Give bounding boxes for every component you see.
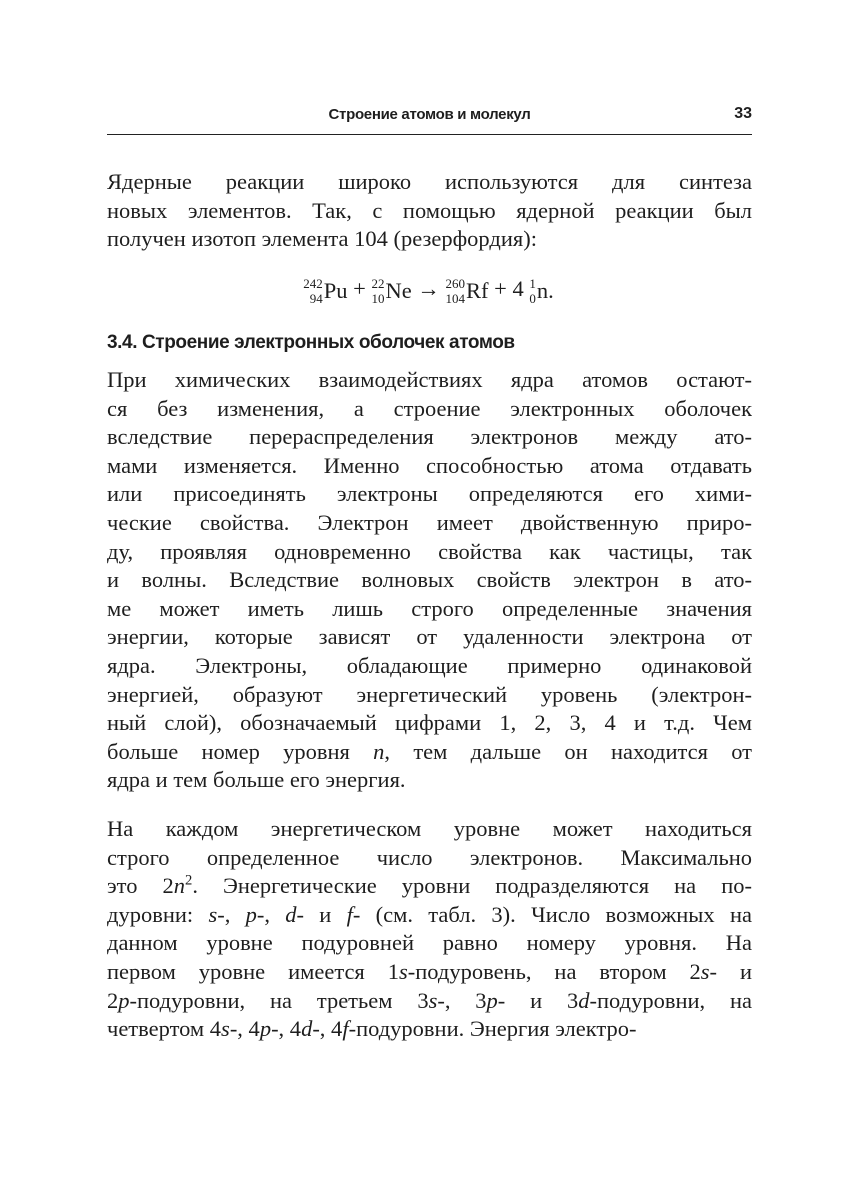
nuclide-numbers [529, 276, 536, 306]
italic-variable: f [346, 901, 353, 927]
text-run: четвертом 4 [107, 1016, 222, 1042]
text-run: Ядерные реакции широко используются для синтеза [107, 169, 752, 194]
italic-variable: d [578, 987, 590, 1013]
text-run: . Энергетические уровни подразделяются на по- [192, 873, 752, 899]
italic-variable: n [173, 873, 185, 899]
text-line [107, 652, 752, 681]
text-run: энергией, образуют энергетический уровень (электрон- [107, 681, 752, 707]
text-line [107, 958, 752, 987]
text-run: -подуровни. Энергия электро- [348, 1016, 637, 1042]
text-run: - и [709, 958, 752, 984]
text-run: -подуровни, на третьем 3 [129, 987, 429, 1013]
text-run: больше номер уровня [107, 738, 374, 764]
italic-variable: p [245, 901, 257, 927]
text-run: -, [217, 901, 246, 927]
nuclide [446, 274, 489, 308]
text-run: -, 3 [437, 987, 487, 1013]
text-run: -подуровни, на [589, 987, 752, 1013]
italic-variable: d [285, 901, 297, 927]
text-line [107, 197, 752, 226]
nuclide [372, 274, 412, 308]
text-run: -, 4 [312, 1016, 343, 1042]
italic-variable: p [486, 987, 498, 1013]
text-run: На каждом энергетическом уровне может находиться [107, 816, 752, 841]
text-run: -, 4 [271, 1016, 302, 1042]
nuclide-numbers [372, 276, 385, 306]
italic-variable: s [700, 958, 710, 984]
mass-number: 1 [529, 275, 536, 291]
element-symbol: Rf [466, 277, 489, 303]
equation-operator: + [347, 276, 372, 301]
text-run: вследствие перераспределения электронов между ато- [107, 424, 752, 450]
text-line [107, 901, 752, 930]
text-run: ядра. Электроны, обладающие примерно одинаковой [107, 652, 752, 678]
text-line [107, 844, 752, 873]
text-run: , тем дальше он находится от [384, 738, 752, 764]
text-run: ся без изменения, а строение электронных оболочек [107, 395, 752, 421]
paragraph-energy-levels [107, 815, 752, 1044]
italic-variable: p [259, 1016, 272, 1042]
text-line [107, 738, 752, 767]
paragraph-electron-shells [107, 366, 752, 795]
superscript: 2 [185, 872, 193, 889]
text-run: строго определенное число электронов. Максимально [107, 844, 752, 870]
text-run: дуровни: [107, 901, 209, 927]
text-line [107, 766, 752, 795]
text-line [107, 480, 752, 509]
nuclide-numbers [446, 276, 466, 306]
italic-variable: s [428, 987, 438, 1013]
text-run: -, 4 [229, 1016, 260, 1042]
text-run: ду, проявляя одновременно свойства как частицы, так [107, 538, 752, 564]
text-run: 2 [107, 987, 119, 1013]
atomic-number: 10 [371, 290, 385, 306]
text-run: ядра и тем больше его энергия. [107, 767, 406, 793]
element-symbol: Ne [385, 277, 412, 303]
text-line [107, 225, 752, 254]
text-line [107, 168, 752, 197]
section-heading: 3.4. Строение электронных оболочек атомов [107, 332, 515, 353]
text-line [107, 509, 752, 538]
text-line [107, 566, 752, 595]
text-run: новых элементов. Так, с помощью ядерной реакции был [107, 197, 752, 223]
nuclide-numbers [303, 276, 323, 306]
page-number: 33 [734, 105, 752, 122]
text-line [107, 929, 752, 958]
text-run: данном уровне подуровней равно номеру уровня. На [107, 930, 752, 956]
text-line [107, 538, 752, 567]
text-run: энергии, которые зависят от удаленности электрона от [107, 624, 752, 650]
text-run: это 2 [107, 873, 174, 899]
text-line [107, 366, 752, 395]
mass-number: 242 [303, 275, 323, 291]
running-header-title: Строение атомов и молекул [328, 106, 531, 123]
atomic-number: 104 [445, 290, 465, 306]
mass-number: 22 [371, 275, 385, 291]
text-run: - и 3 [497, 987, 579, 1013]
text-line [107, 681, 752, 710]
atomic-number: 0 [529, 290, 536, 306]
atomic-number: 94 [309, 290, 323, 306]
nuclear-equation [0, 272, 857, 308]
paragraph-nuclear-reactions [107, 168, 752, 254]
text-line [107, 1015, 752, 1044]
text-line [107, 423, 752, 452]
italic-variable: s [398, 958, 408, 984]
text-run: - (см. табл. 3). Число возможных на [352, 901, 752, 927]
text-run: -подуровень, на втором 2 [407, 958, 701, 984]
text-run: или присоединять электроны определяются его хими- [107, 481, 752, 507]
text-run: При химических взаимодействиях ядра атомов остают- [107, 367, 752, 392]
italic-variable: n [373, 738, 385, 764]
text-line [107, 709, 752, 738]
text-run: получен изотоп элемента 104 (резерфордия): [107, 226, 537, 252]
italic-variable: s [221, 1016, 230, 1042]
italic-variable: f [342, 1016, 349, 1042]
equation-operator: + 4 [488, 276, 530, 301]
text-run: -, [256, 901, 286, 927]
text-run: мами изменяется. Именно способностью атома отдавать [107, 452, 752, 478]
text-line [107, 452, 752, 481]
equation-operator: → [411, 276, 446, 301]
text-line [107, 623, 752, 652]
text-run: ме может иметь лишь строго определенные значения [107, 595, 752, 621]
italic-variable: p [118, 987, 130, 1013]
italic-variable: d [301, 1016, 313, 1042]
italic-variable: s [208, 901, 218, 927]
text-run: ный слой), обозначаемый цифрами 1, 2, 3, 4 и т.д. Чем [107, 710, 752, 736]
nuclide [529, 274, 553, 308]
mass-number: 260 [445, 275, 465, 291]
element-symbol: Pu [323, 277, 348, 303]
text-run: - и [296, 901, 347, 927]
text-run: и волны. Вследствие волновых свойств электрон в ато- [107, 567, 752, 593]
text-line [107, 872, 752, 901]
element-symbol: n. [536, 277, 554, 303]
text-run: ческие свойства. Электрон имеет двойственную приро- [107, 509, 752, 535]
text-line [107, 395, 752, 424]
text-line [107, 595, 752, 624]
text-line [107, 815, 752, 844]
text-run: первом уровне имеется 1 [107, 958, 399, 984]
running-header [107, 104, 752, 135]
nuclide [303, 274, 347, 308]
text-line [107, 987, 752, 1016]
